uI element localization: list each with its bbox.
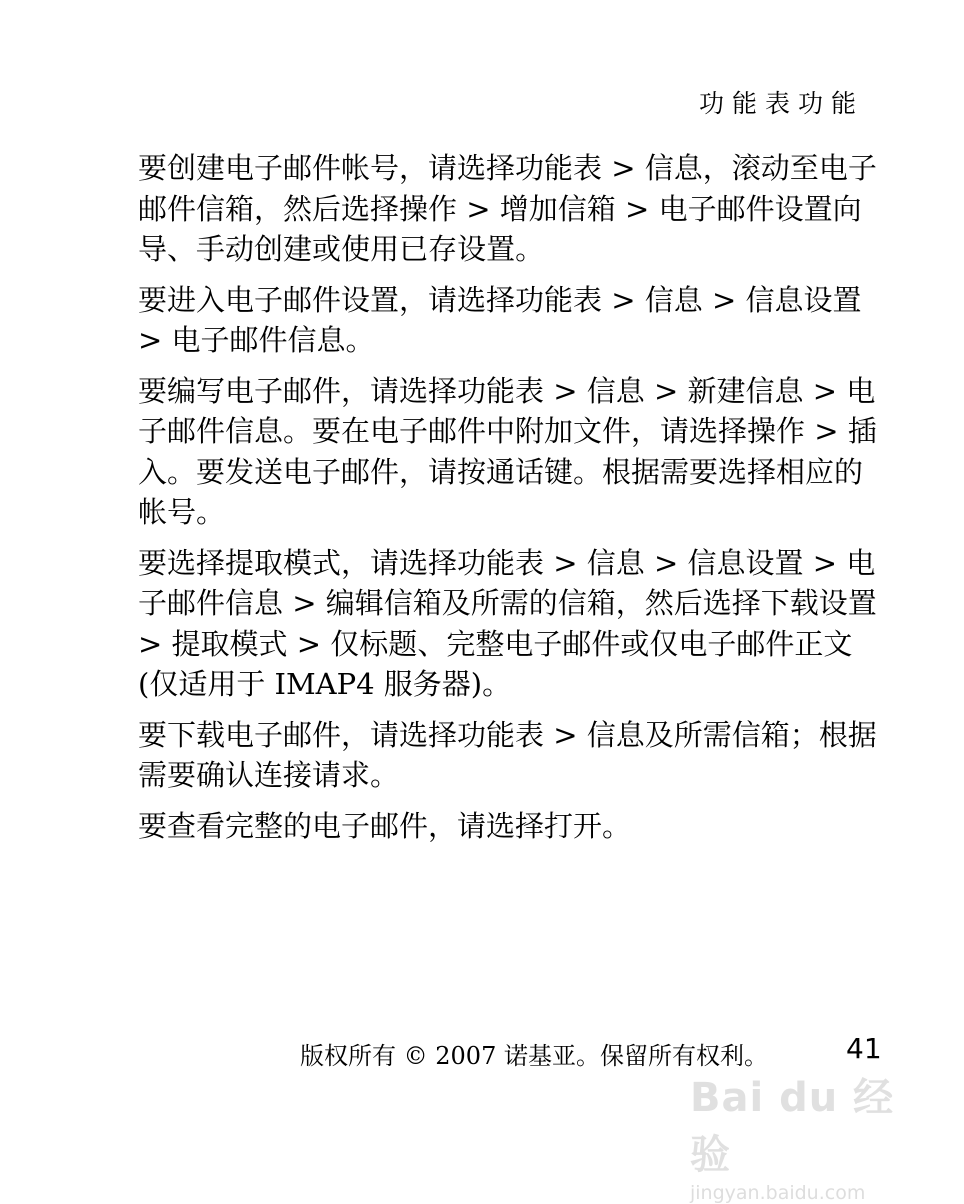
body-text: > xyxy=(615,191,659,226)
baidu-jingyan-watermark xyxy=(690,1066,910,1204)
menu-path-term: 功能表 xyxy=(457,373,545,408)
body-text: > xyxy=(544,717,587,752)
body-text: > xyxy=(803,373,847,408)
body-text: > xyxy=(544,373,587,408)
menu-path-term: 新建信息 xyxy=(687,373,804,408)
body-text: > xyxy=(602,282,645,317)
body-text: 或 xyxy=(620,626,650,661)
body-text: 要下载电子邮件，请选择 xyxy=(138,717,458,752)
menu-path-term: 功能表 xyxy=(515,282,603,317)
menu-path-term: 信息设置 xyxy=(745,282,862,317)
menu-path-term: 电子邮件信息 xyxy=(171,323,346,357)
paragraph xyxy=(138,543,878,705)
body-text: 。要发送电子邮件，请按通话键。根据需要选择相应的帐号。 xyxy=(138,454,864,529)
menu-path-term: 功能表 xyxy=(457,545,545,580)
body-text: > xyxy=(644,545,688,580)
body-text: ，滚动至 xyxy=(702,151,819,185)
body-text: > xyxy=(702,282,746,317)
menu-path-term: 信息 xyxy=(644,282,703,317)
body-text: > xyxy=(287,626,331,661)
page-number: 41 xyxy=(846,1032,882,1065)
body-text: 。 xyxy=(602,808,632,843)
paragraph xyxy=(138,280,878,361)
menu-path-term: 仅电子邮件正文 xyxy=(649,626,853,661)
menu-path-term: 信息 xyxy=(644,151,703,185)
body-text: > xyxy=(803,545,847,580)
body-text: 。 xyxy=(345,323,375,357)
body-text: > xyxy=(805,414,848,448)
body-text: (仅适用于 IMAP4 服务器)。 xyxy=(138,667,512,701)
paragraph xyxy=(138,148,878,270)
menu-path-term: 打开 xyxy=(544,808,603,843)
body-text: > xyxy=(602,151,645,185)
copyright-footer: 版权所有 © 2007 诺基亚。保留所有权利。 xyxy=(300,1042,768,1070)
body-text: 及所需信箱；根据需要确认连接请求。 xyxy=(138,717,877,792)
watermark-logo: Bai du 经验 xyxy=(690,1075,895,1178)
menu-path-term: 使用已存设置 xyxy=(341,232,516,266)
body-text: 要查看完整的电子邮件，请选择 xyxy=(138,808,545,843)
menu-path-term: 插入 xyxy=(138,414,877,489)
menu-path-term: 功能表 xyxy=(457,717,545,752)
menu-path-term: 功能表 xyxy=(515,151,603,185)
paragraph xyxy=(138,806,878,847)
menu-path-term: 仅标题 xyxy=(330,626,418,661)
menu-path-term: 电子邮件信息 xyxy=(138,373,876,448)
body-text: 要创建电子邮件帐号，请选择 xyxy=(138,151,516,185)
body-text: 、 xyxy=(417,626,447,661)
body-text: 及所需的信箱，然后选择 xyxy=(441,586,761,620)
body-text: 。 xyxy=(515,232,545,266)
watermark-url: jingyan.baidu.com xyxy=(690,1182,866,1204)
paragraph xyxy=(138,715,878,796)
menu-path-term: 信息设置 xyxy=(687,545,804,580)
body-text: 要选择提取模式，请选择 xyxy=(138,545,458,580)
menu-path-term: 操作 xyxy=(399,191,458,226)
body-text: > xyxy=(138,323,172,357)
body-text: 要编写电子邮件，请选择 xyxy=(138,373,458,408)
body-text: > xyxy=(283,586,326,620)
menu-path-term: 信息 xyxy=(586,373,645,408)
body-text: > xyxy=(457,191,500,226)
menu-path-term: 完整电子邮件 xyxy=(446,626,621,661)
body-text: ，然后选择 xyxy=(254,191,400,226)
menu-path-term: 编辑信箱 xyxy=(325,586,442,620)
menu-path-term: 信息 xyxy=(586,717,645,752)
menu-path-term: 操作 xyxy=(747,414,806,448)
manual-content xyxy=(138,148,878,856)
body-text: 要进入电子邮件设置，请选择 xyxy=(138,282,516,317)
body-text: 。要在电子邮件中附加文件，请选择 xyxy=(283,414,748,448)
menu-path-term: 提取模式 xyxy=(171,626,288,661)
body-text: 、 xyxy=(167,232,197,266)
body-text: > xyxy=(544,545,587,580)
body-text: > xyxy=(138,626,172,661)
menu-path-term: 电子邮件设置向导 xyxy=(138,191,862,266)
body-text: 或 xyxy=(312,232,342,266)
menu-path-term: 电子邮件信箱 xyxy=(138,151,877,226)
menu-path-term: 手动创建 xyxy=(196,232,313,266)
menu-path-term: 电子邮件信息 xyxy=(138,545,876,620)
menu-path-term: 下载设置 xyxy=(760,586,877,620)
section-header: 功能表功能 xyxy=(698,89,864,118)
paragraph xyxy=(138,371,878,533)
menu-path-term: 信息 xyxy=(586,545,645,580)
menu-path-term: 增加信箱 xyxy=(499,191,616,226)
body-text: > xyxy=(644,373,688,408)
